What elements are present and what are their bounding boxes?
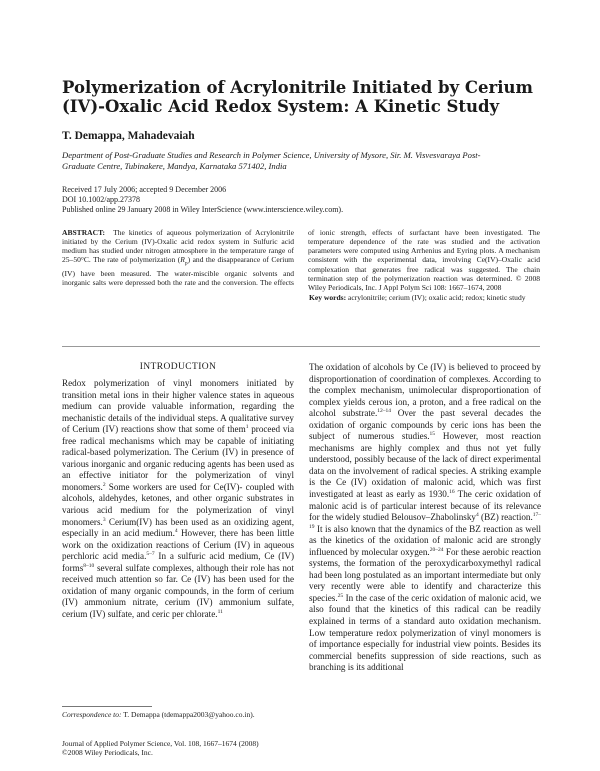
intro-left-text: Cerium(IV) has been used as an oxidizing agent, especially in an acid medium. xyxy=(62,516,294,539)
keywords xyxy=(309,293,541,302)
abstract-text-2: ) and the disappearance of Cerium (IV) have been measured. The water-miscible organic solvents and inorganic salts were depressed both the rate and the conversion. The effects of ionic strength, effects of surfactant have been investigated. The temperature dependence of the rate was studied and the activation parameters were computed using Arrhenius and Eyring plots. A mechanism consistent with the experimental data, involving Ce(IV)–Oxalic acid complexation that generates free radical was suggested. The chain termination step of the polymerization reaction was determined. © 2008 Wiley Periodicals, Inc. J Appl Polym Sci 108: 1667–1674, 2008 xyxy=(62,228,540,292)
citation: 5–7 xyxy=(146,551,155,558)
journal-info xyxy=(62,739,294,757)
citation: 25 xyxy=(337,592,344,599)
citation: 8–10 xyxy=(83,562,95,569)
abstract-label: ABSTRACT: xyxy=(62,228,106,237)
header-divider xyxy=(62,346,540,347)
citation: 4 xyxy=(174,528,178,535)
rate-subscript: p xyxy=(184,260,188,267)
publication-dates xyxy=(62,185,462,214)
citation: 11 xyxy=(217,608,223,615)
intro-right-column xyxy=(309,362,541,674)
article-title: Polymerization of Acrylonitrile Initiated by Cerium (IV)-Oxalic Acid Redox System: A Kinetic Study xyxy=(62,78,533,116)
footnote-divider xyxy=(62,706,152,707)
citation: 1 xyxy=(245,424,249,431)
intro-right-text: The oxidation of alcohols by Ce (IV) is believed to proceed by disproportionation of coordination of complexes. According to the complex mechanism, unimolecular disproportionation of complex yields cerous ion, a proton, and a free radical on the alcohol substrate. xyxy=(309,362,541,419)
section-heading-introduction: INTRODUCTION xyxy=(139,362,217,372)
citation: 15 xyxy=(429,431,436,438)
published-online: Published online 29 January 2008 in Wiley InterScience (www.interscience.wiley.com). xyxy=(62,204,344,214)
keywords-text: acrylonitrile; cerium (IV); oxalic acid; redox; kinetic study xyxy=(348,293,526,302)
abstract-text-1: The kinetics of aqueous polymerization of Acrylonitrile initiated by the Cerium (IV)-Oxalic acid redox system in Sulfuric acid medium has studied under nitrogen atmosphere in the temperature range of 25–50°C. The rate of polymerization ( xyxy=(62,228,294,265)
citation: 16 xyxy=(449,488,455,495)
footnote-label: Correspondence to: xyxy=(62,710,122,719)
citation: 17–19 xyxy=(309,512,542,530)
citation: 2 xyxy=(102,481,106,488)
intro-right-text: In the case of the ceric oxidation of malonic acid, we also found that the kinetics of this radical can be readily explained in terms of a standard auto oxidation mechanism. Low temperature redox polymerization of vinyl monomers is of importance especially for industrial view points. Besides its commercial benefits suppression of side reactions, such as branching is its additional xyxy=(309,592,541,673)
doi: DOI 10.1002/app.27378 xyxy=(62,194,140,204)
copyright: ©2008 Wiley Periodicals, Inc. xyxy=(62,748,153,758)
intro-right-text: (BZ) reaction. xyxy=(478,512,533,523)
footnote-text: T. Demappa (tdemappa2003@yahoo.co.in). xyxy=(123,710,255,719)
intro-left-text: In a sulfuric acid medium, Ce (IV) forms xyxy=(62,551,294,573)
authors: T. Demappa, Mahadevaiah xyxy=(62,130,195,142)
intro-right-text: For these aerobic reaction systems, the formation of the peroxydicarboxymethyl radical had been long postulated as an important intermediate but only very recently were able to identify and characterize this species. xyxy=(309,546,541,603)
affiliation: Department of Post-Graduate Studies and Research in Polymer Science, University of Mysore, Sir. M. Visvesvaraya Post-Graduate Centre, Tubinakere, Mandya, Karnataka 571402, India xyxy=(62,150,481,171)
citation: 3 xyxy=(102,516,106,523)
rate-symbol: R xyxy=(180,255,185,265)
journal-citation: Journal of Applied Polymer Science, Vol. 108, 1667–1674 (2008) xyxy=(62,739,259,748)
correspondence-footnote xyxy=(62,710,294,719)
citation: 12–14 xyxy=(377,408,392,415)
abstract xyxy=(62,228,540,292)
citation: 20–24 xyxy=(429,546,444,553)
intro-left-column xyxy=(62,378,294,620)
received-date: Received 17 July 2006; accepted 9 December 2006 xyxy=(62,185,227,194)
intro-left-text: several sulfate complexes, although their role has not received much attention so far. Ce (IV) has been used for the oxidation of many organic compounds, in the form of cerium (IV) ammonium nitrate, cerium (IV) ammonium sulfate, cerium (IV) sulfate, and ceric per chlorate. xyxy=(62,562,294,619)
citation: 4 xyxy=(475,512,479,519)
keywords-label: Key words: xyxy=(309,293,347,302)
intro-right-text: Over the past several decades the oxidation of organic compounds by ceric ions has been the subject of numerous studies. xyxy=(309,408,542,442)
intro-right-text: The ceric oxidation of malonic acid is of particular interest because of its relevance for the widely studied Belousov–Zhabolinsky xyxy=(309,489,541,523)
intro-left-text: Some workers are used for Ce(IV)- coupled with alcohols, aldehydes, ketones, and other organic substrates in various acid medium for the polymerization of vinyl monomers. xyxy=(62,481,294,527)
intro-left-text: However, there has been little work on the oxidization reactions of Cerium (IV) in aqueous perchloric acid media. xyxy=(62,528,294,562)
intro-right-text: It is also known that the dynamics of the BZ reaction as well as the kinetics of the oxidation of malonic acid are strongly influenced by molecular oxygen. xyxy=(309,523,541,557)
intro-left-text: proceed via free radical mechanisms which may be capable of initiating radical-based polymerization. The Cerium (IV) in presence of various inorganic and organic reducing agents has been used as an effective initiator for the polymerization of vinyl monomers. xyxy=(62,424,295,492)
intro-left-text: Redox polymerization of vinyl monomers initiated by transition metal ions in their higher valence states in aqueous medium can provide valuable information, regarding the mechanistic details of the individual steps. A qualitative survey of Cerium (IV) reactions show that some of them xyxy=(62,378,294,435)
intro-right-text: However, most reaction mechanisms are highly complex and thus not yet fully understood, possibly because of the lack of direct experimental data on the involvement of radical species. A striking example is the Ce (IV) oxidation of malonic acid, which was first investigated at least as early as 1930. xyxy=(309,431,541,500)
